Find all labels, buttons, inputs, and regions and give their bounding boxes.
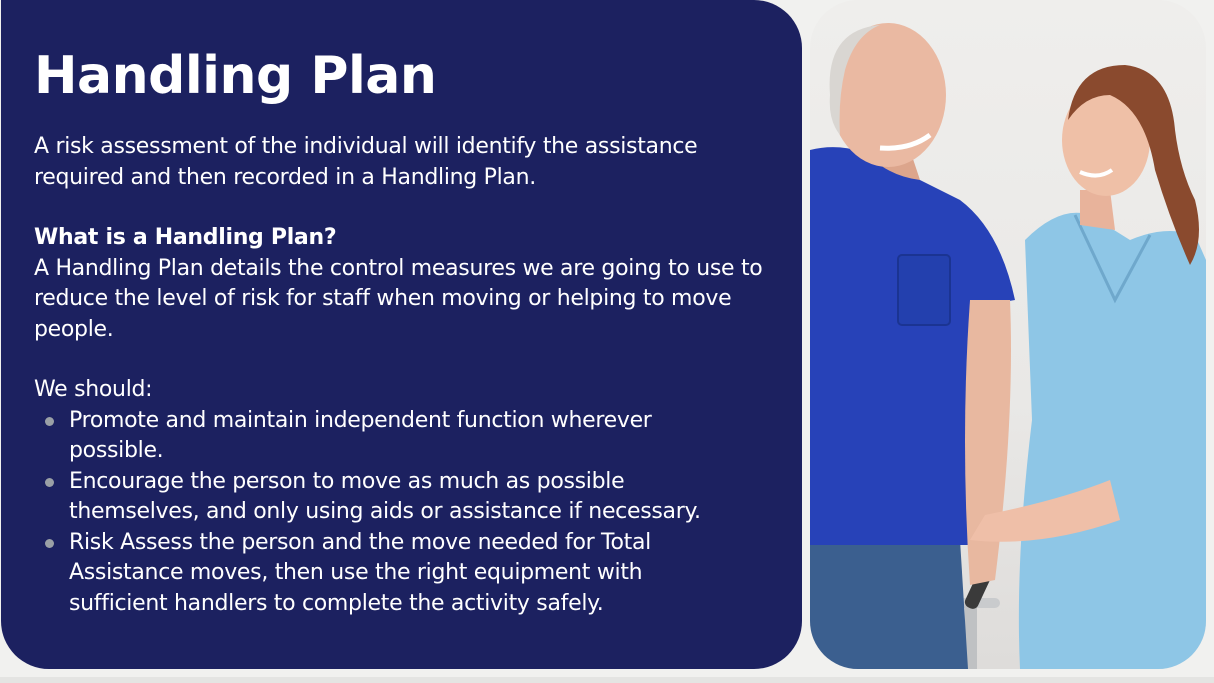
content-panel — [1, 0, 802, 669]
bullet-dot-icon — [45, 539, 54, 548]
list-item — [34, 467, 734, 528]
photo-illustration — [810, 0, 1206, 669]
list-lead: We should: — [34, 377, 153, 402]
man-arm — [965, 300, 1011, 585]
shirt-pocket — [898, 255, 950, 325]
photo-elderly-man-with-nurse — [810, 0, 1206, 669]
spacer — [34, 193, 782, 223]
man-jeans — [810, 540, 968, 669]
list-item-text: Promote and maintain independent function wherever possible. — [69, 407, 652, 463]
bullet-dot-icon — [45, 478, 54, 487]
nurse-scrubs — [1019, 213, 1206, 669]
subheading: What is a Handling Plan? — [34, 225, 337, 250]
list-item-text: Encourage the person to move as much as possible themselves, and only using aids or assistance if necessary. — [69, 468, 701, 524]
list-item-text: Risk Assess the person and the move needed for Total Assistance moves, then use the right equipment with sufficient handlers to complete the activity safely. — [69, 529, 651, 616]
spacer — [34, 345, 782, 375]
definition-text: A Handling Plan details the control measures we are going to use to reduce the level of risk for staff when moving or helping to move people. — [34, 255, 763, 342]
bullet-list — [34, 406, 782, 620]
bullet-dot-icon — [45, 417, 54, 426]
intro-text: A risk assessment of the individual will identify the assistance required and then recorded in a Handling Plan. — [34, 134, 698, 190]
slide-title: Handling Plan — [34, 46, 437, 106]
list-item — [34, 528, 734, 620]
nurse-neck — [1080, 190, 1115, 230]
list-item — [34, 406, 734, 467]
bottom-strip — [0, 677, 1214, 683]
